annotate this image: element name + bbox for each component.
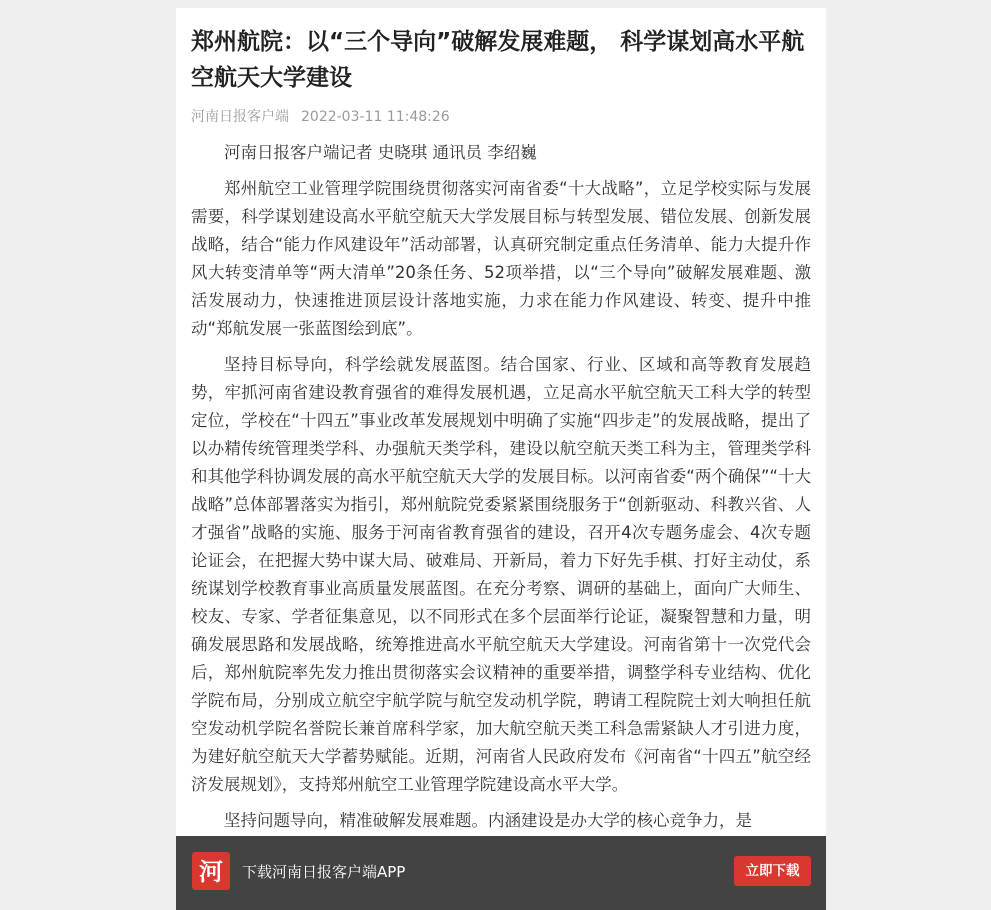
- app-download-bar: [176, 836, 826, 910]
- article-time: 2022-03-11 11:48:26: [301, 109, 450, 125]
- logo-char: 河: [199, 857, 223, 886]
- article-title: 郑州航院：以“三个导向”破解发展难题， 科学谋划高水平航空航天大学建设: [191, 29, 805, 91]
- article-meta: [191, 107, 811, 127]
- article-source: 河南日报客户端: [191, 109, 289, 125]
- paragraph: 坚持目标导向，科学绘就发展蓝图。结合国家、行业、区域和高等教育发展趋势，牢抓河南省建设教育强省的难得发展机遇，立足高水平航空航天工科大学的转型定位，学校在“十四五”事业改革发展规划中明确了实施“四步走”的发展战略，提出了以办精传统管理类学科、办强航天类学科，建设以航空航天类工科为主，管理类学科和其他学科协调发展的高水平航空航天大学的发展目标。以河南省委“两个确保”“十大战略”总体部署落实为指引，郑州航院党委紧紧围绕服务于“创新驱动、科教兴省、人才强省”战略的实施、服务于河南省教育强省的建设，召开4次专题务虚会、4次专题论证会，在把握大势中谋大局、破难局、开新局，着力下好先手棋、打好主动仗，系统谋划学校教育事业高质量发展蓝图。在充分考察、调研的基础上，面向广大师生、校友、专家、学者征集意见，以不同形式在多个层面举行论证，凝聚智慧和力量，明确发展思路和发展战略，统筹推进高水平航空航天大学建设。河南省第十一次党代会后，郑州航院率先发力推出贯彻落实会议精神的重要举措，调整学科专业结构、优化学院布局，分别成立航空宇航学院与航空发动机学院，聘请工程院院士刘大响担任航空发动机学院名誉院长兼首席科学家，加大航空航天类工科急需紧缺人才引进力度，为建好航空航天大学蓄势赋能。近期，河南省人民政府发布《河南省“十四五”航空经济发展规划》，支持郑州航空工业管理学院建设高水平大学。: [191, 355, 811, 794]
- paragraph-byline: 河南日报客户端记者 史晓琪 通讯员 李绍巍: [224, 143, 537, 162]
- download-now-button[interactable]: 立即下载: [734, 856, 811, 886]
- logo-glyph: [196, 856, 226, 886]
- article-body: [191, 139, 811, 835]
- article: [176, 8, 826, 835]
- download-prompt-text: 下载河南日报客户端APP: [242, 863, 406, 881]
- henan-daily-logo-icon[interactable]: [192, 852, 230, 890]
- paragraph: 郑州航空工业管理学院围绕贯彻落实河南省委“十大战略”，立足学校实际与发展需要，科学谋划建设高水平航空航天大学发展目标与转型发展、错位发展、创新发展战略，结合“能力作风建设年”活动部署，认真研究制定重点任务清单、能力大提升作风大转变清单等“两大清单”20条任务、52项举措，以“三个导向”破解发展难题、激活发展动力，快速推进顶层设计落地实施，力求在能力作风建设、转变、提升中推动“郑航发展一张蓝图绘到底”。: [191, 179, 811, 338]
- article-page: [176, 8, 826, 910]
- paragraph: 坚持问题导向，精准破解发展难题。内涵建设是办大学的核心竞争力，是: [224, 811, 752, 830]
